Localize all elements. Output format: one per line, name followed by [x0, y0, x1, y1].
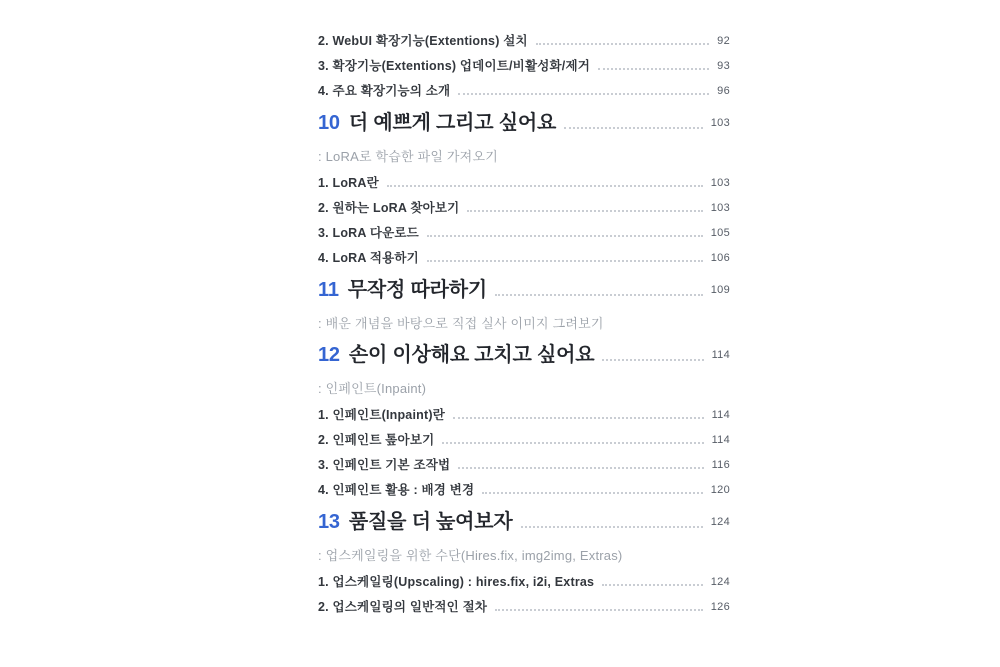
toc-item-row — [318, 251, 730, 266]
page-number: 93 — [717, 60, 730, 72]
toc-item-row — [318, 408, 730, 423]
dotted-leader — [427, 260, 703, 262]
page-number: 103 — [710, 202, 730, 214]
page-number: 124 — [710, 576, 730, 588]
page-number: 124 — [710, 516, 730, 528]
toc-chapter-row — [318, 510, 730, 534]
dotted-leader — [598, 68, 709, 70]
toc-item-title: 3. 확장기능(Extentions) 업데이트/비활성화/제거 — [318, 59, 590, 73]
chapter-number: 11 — [318, 279, 339, 301]
chapter-subtitle-text: : 업스케일링을 위한 수단(Hires.fix, img2img, Extras) — [318, 548, 623, 563]
toc-item-title: 2. WebUI 확장기능(Extentions) 설치 — [318, 34, 528, 48]
chapter-number: 13 — [318, 511, 340, 533]
page-number: 120 — [710, 484, 730, 496]
toc-chapter-row — [318, 278, 730, 302]
page-number: 103 — [710, 117, 730, 129]
toc-item-title: 3. 인페인트 기본 조작법 — [318, 458, 451, 472]
dotted-leader — [458, 93, 709, 95]
toc-item-title: 2. 인페인트 톺아보기 — [318, 433, 435, 447]
toc-subtitle-row — [318, 149, 730, 165]
toc-item-row — [318, 575, 730, 590]
dotted-leader — [458, 467, 703, 469]
page-number: 126 — [710, 601, 730, 613]
dotted-leader — [602, 359, 703, 361]
dotted-leader — [427, 235, 703, 237]
chapter-title: 품질을 더 높여보자 — [348, 511, 513, 533]
dotted-leader — [387, 185, 703, 187]
toc-item-row — [318, 433, 730, 448]
dotted-leader — [564, 127, 703, 129]
toc-subtitle-row — [318, 381, 730, 397]
page-number: 114 — [711, 434, 730, 446]
dotted-leader — [482, 492, 702, 494]
chapter-subtitle-text: : 배운 개념을 바탕으로 직접 실사 이미지 그려보기 — [318, 316, 604, 331]
dotted-leader — [521, 526, 703, 528]
toc-item-title: 4. 인페인트 활용 : 배경 변경 — [318, 483, 475, 497]
toc-item-row — [318, 84, 730, 99]
dotted-leader — [495, 609, 703, 611]
toc-subtitle-row — [318, 316, 730, 332]
table-of-contents — [318, 34, 730, 615]
toc-item-row — [318, 458, 730, 473]
toc-item-row — [318, 34, 730, 49]
chapter-number: 12 — [318, 344, 340, 366]
toc-item-title: 2. 원하는 LoRA 찾아보기 — [318, 201, 460, 215]
chapter-title: 더 예쁘게 그리고 싶어요 — [348, 112, 557, 134]
page-number: 96 — [717, 85, 730, 97]
toc-item-row — [318, 226, 730, 241]
toc-item-title: 3. LoRA 다운로드 — [318, 226, 419, 240]
chapter-title: 무작정 따라하기 — [347, 279, 487, 301]
toc-item-title: 1. 인페인트(Inpaint)란 — [318, 408, 445, 422]
page-number: 109 — [710, 284, 730, 296]
page-number: 106 — [710, 252, 730, 264]
page-number: 116 — [711, 459, 730, 471]
chapter-number: 10 — [318, 112, 340, 134]
toc-item-title: 1. 업스케일링(Upscaling) : hires.fix, i2i, Extras — [318, 575, 595, 589]
page-number: 105 — [710, 227, 730, 239]
chapter-subtitle-text: : 인페인트(Inpaint) — [318, 381, 427, 396]
toc-item-row — [318, 483, 730, 498]
toc-item-title: 1. LoRA란 — [318, 176, 379, 190]
dotted-leader — [536, 43, 709, 45]
dotted-leader — [467, 210, 702, 212]
toc-item-row — [318, 176, 730, 191]
dotted-leader — [453, 417, 704, 419]
toc-subtitle-row — [318, 548, 730, 564]
page-number: 114 — [711, 349, 730, 361]
chapter-title: 손이 이상해요 고치고 싶어요 — [348, 344, 595, 366]
toc-item-row — [318, 600, 730, 615]
page-number: 114 — [711, 409, 730, 421]
dotted-leader — [495, 294, 703, 296]
toc-item-title: 4. 주요 확장기능의 소개 — [318, 84, 451, 98]
page-number: 92 — [717, 35, 730, 47]
toc-chapter-row — [318, 111, 730, 135]
toc-item-title: 4. LoRA 적용하기 — [318, 251, 419, 265]
chapter-subtitle-text: : LoRA로 학습한 파일 가져오기 — [318, 149, 498, 164]
dotted-leader — [602, 584, 703, 586]
toc-item-row — [318, 59, 730, 74]
page-number: 103 — [710, 177, 730, 189]
toc-item-title: 2. 업스케일링의 일반적인 절차 — [318, 600, 488, 614]
dotted-leader — [442, 442, 703, 444]
toc-item-row — [318, 201, 730, 216]
toc-chapter-row — [318, 343, 730, 367]
